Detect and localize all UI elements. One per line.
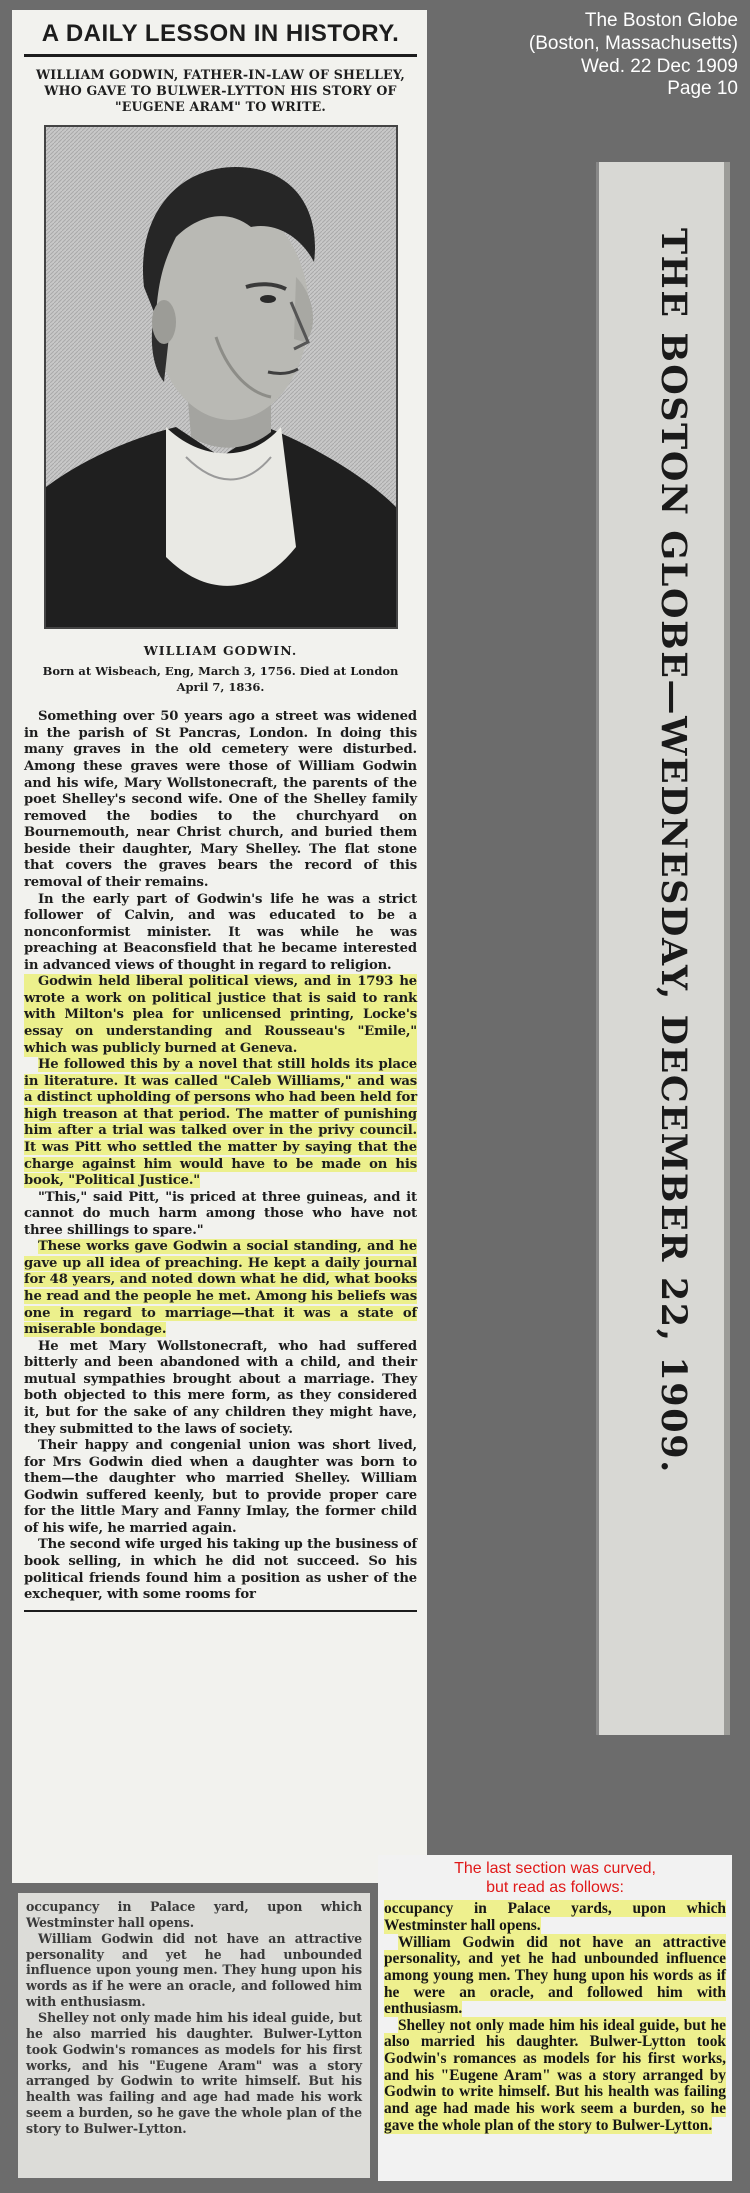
highlighted-sentence: These works gave Godwin a social standing, and he gave up all idea of preaching. He kept a daily journal for 48 years, and noted down what he did, what books he read and the people he met. Among his beliefs was one in regard to marriage—that it was a state of miserable bondage. — [24, 1239, 417, 1338]
curved-paragraph: occupancy in Palace yard, upon which Westminster hall opens. — [26, 1899, 362, 1930]
highlighted-sentence: occupancy in Palace yards, upon which Westminster hall opens. — [384, 1900, 726, 1934]
dateline-text: THE BOSTON GLOBE—WEDNESDAY, DECEMBER 22, 1909. — [653, 228, 694, 1474]
article-paragraph: "This," said Pitt, "is priced at three guineas, and it cannot do much harm among those who have not three shillings to spare." — [24, 1189, 417, 1238]
article-paragraph: The second wife urged his taking up the business of book selling, in which he did not succeed. So his political friends found him a position as usher of the exchequer, with some rooms for — [24, 1537, 417, 1603]
article-paragraph: He met Mary Wollstonecraft, who had suffered bitterly and been abandoned with a child, and their mutual sympathies brought about a marriage. They both objected to this mere form, as they considered it, but for the sake of any children they might have, they submitted to the laws of society. — [24, 1338, 417, 1437]
transcription-note — [378, 1855, 732, 2181]
article-paragraph: In the early part of Godwin's life he was a strict follower of Calvin, and was educated to be a nonconformist minister. It was while he was preaching at Beaconsfield that he became interested in advanced views of thought in regard to religion. — [24, 891, 417, 973]
page-number: Page 10 — [667, 78, 738, 100]
article-body — [24, 709, 417, 1603]
subheadline: WILLIAM GODWIN, FATHER-IN-LAW OF SHELLEY, WHO GAVE TO BULWER-LYTTON HIS STORY OF "EUGENE ARAM" TO WRITE. — [35, 67, 406, 115]
portrait-caption-dates: Born at Wisbeach, Eng, March 3, 1756. Died at London April 7, 1836. — [42, 664, 399, 694]
newspaper-name: The Boston Globe — [584, 10, 738, 31]
curved-section-scan — [18, 1893, 370, 2178]
note-paragraph — [384, 2018, 726, 2134]
article-paragraph-highlighted: Godwin held liberal political views, and in 1793 he wrote a work on political justice that is said to rank with Milton's plea for unlicensed printing, Locke's essay on understanding and Rousseau's "Emile," which was publicly burned at Geneva. — [24, 974, 417, 1056]
portrait-caption-name: WILLIAM GODWIN. — [143, 643, 298, 659]
note-title-line: but read as follows: — [486, 1879, 624, 1897]
highlighted-sentence: Shelley not only made him his ideal guide, but he also married his daughter. Bulwer-Lytton took Godwin's romances as models for his first works, and his "Eugene Aram" was a story arranged by Godwin to write himself. But his health was failing and age had made his work seem a burden, so he gave the whole plan of the story to Bulwer-Lytton. — [384, 2016, 726, 2134]
column-rule — [24, 1610, 417, 1612]
portrait-image — [44, 125, 398, 629]
newspaper-location: (Boston, Massachusetts) — [528, 32, 738, 54]
curved-paragraph: Shelley not only made him his ideal guide, but he also married his daughter. Bulwer-Lytton took Godwin's romances as models for his first works, and his "Eugene Aram" was a story arranged by Godwin to write himself. But his health was failing and age had made his work seem a burden, so he gave the whole plan of the story to Bulwer-Lytton. — [26, 2010, 362, 2137]
headline: A DAILY LESSON IN HISTORY. — [24, 20, 417, 57]
newspaper-clipping — [12, 10, 427, 1883]
article-paragraph — [24, 1057, 417, 1190]
vertical-dateline-strip — [596, 162, 730, 1735]
note-title — [384, 1859, 726, 1897]
article-paragraph: Their happy and congenial union was short lived, for Mrs Godwin died when a daughter was born to them—the daughter who married Shelley. William Godwin suffered keenly, but to provide proper care for the little Mary and Fanny Imlay, the former child of his wife, he married again. — [24, 1438, 417, 1536]
note-paragraph — [384, 1935, 726, 2018]
source-citation — [529, 10, 738, 101]
note-title-line: The last section was curved, — [454, 1860, 656, 1877]
article-paragraph — [24, 1239, 417, 1338]
article-paragraph: Something over 50 years ago a street was widened in the parish of St Pancras, London. In doing this many graves in the old cemetery were disturbed. Among these graves were those of William Godwin and his wife, Mary Wollstonecraft, the parents of the poet Shelley's second wife. One of the Shelley family removed the bodies to the churchyard on Bournemouth, near Christ church, and buried them beside their daughter, Mary Shelley. The flat stone that covers the graves bears the record of this removal of their remains. — [24, 709, 417, 890]
highlighted-sentence: William Godwin did not have an attractive personality, and yet he had unbounded influence among young men. They hung upon his words as if he were an oracle, and followed him with enthusiasm. — [384, 1933, 726, 2018]
curved-paragraph: William Godwin did not have an attractive personality and yet he had unbounded influence upon young men. They hung upon his words as if he were an oracle, and followed him with enthusiasm. — [26, 1930, 362, 2010]
publication-date: Wed. 22 Dec 1909 — [580, 55, 738, 77]
note-paragraph — [384, 1901, 726, 1934]
portrait-engraving — [46, 127, 396, 627]
highlighted-sentence: He followed this by a novel that still holds its place in literature. It was called "Caleb Williams," and was a distinct upholding of persons who had been held for high treason at that period. The matter of punishing him after a trial was talked over in the privy council. It was Pitt who settled the matter by saying that the charge against him would have to be made on his book, "Political Justice." — [24, 1057, 417, 1189]
